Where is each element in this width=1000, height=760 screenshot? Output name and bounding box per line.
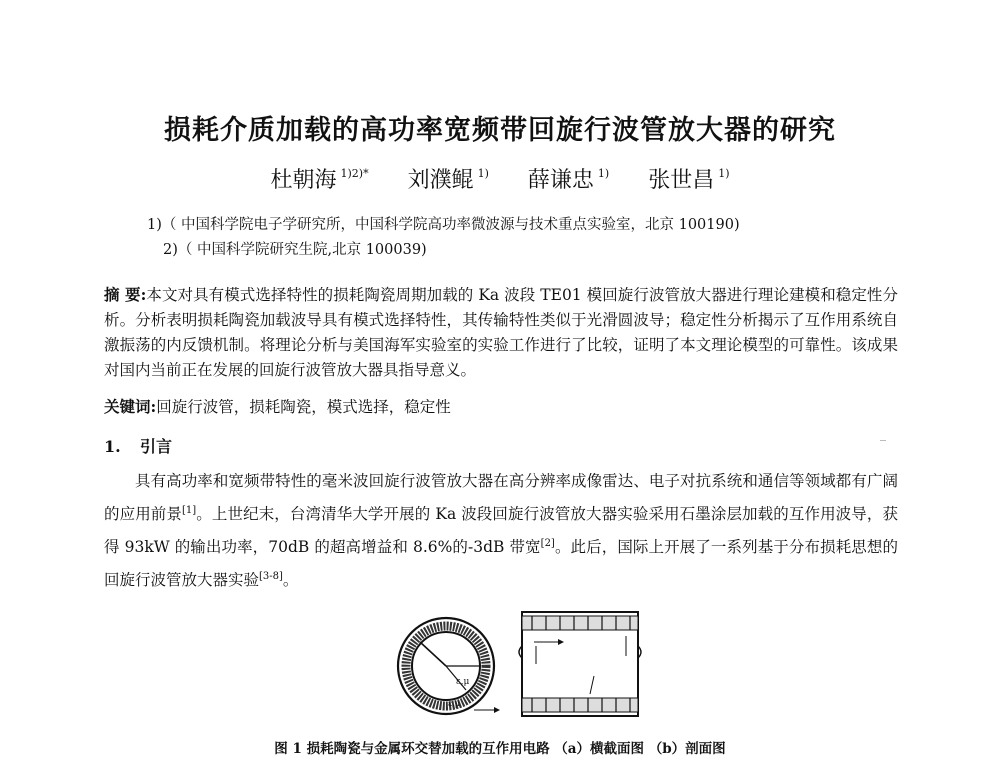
section-number: 1. bbox=[104, 437, 121, 456]
affiliation-1: 1)（ 中国科学院电子学研究所，中国科学院高功率微波源与技术重点实验室，北京 100190) bbox=[147, 217, 740, 233]
author: 薛谦忠 $^{1)}$ bbox=[527, 167, 610, 193]
author: 杜朝海 $^{1)2)*}$ bbox=[270, 167, 369, 193]
keywords bbox=[104, 394, 898, 420]
citation: [1] bbox=[182, 505, 197, 516]
citation: [3-8] bbox=[259, 571, 283, 583]
keywords-label: 关键词: bbox=[104, 397, 157, 416]
inner-material-label: ε,μ bbox=[456, 677, 470, 687]
affiliation-2: 2)（ 中国科学院研究生院,北京 100039) bbox=[163, 242, 427, 258]
author: 刘濮鲲 $^{1)}$ bbox=[407, 167, 489, 193]
section-title: 引言 bbox=[140, 437, 173, 456]
section-heading bbox=[104, 434, 172, 457]
figure-1 bbox=[394, 606, 644, 724]
abstract-label: 摘 要: bbox=[104, 285, 147, 304]
figure-caption: 图 1 损耗陶瓷与金属环交替加载的互作用电路 （a）横截面图 （b）剖面图 bbox=[274, 741, 726, 757]
abstract bbox=[104, 282, 898, 383]
cross-section-diagram bbox=[398, 618, 500, 714]
margin-mark bbox=[880, 440, 886, 441]
section-view-diagram bbox=[519, 612, 641, 716]
citation: [2] bbox=[540, 538, 555, 550]
outer-material-label: ε,μ bbox=[448, 699, 460, 708]
author-list bbox=[0, 163, 1000, 194]
author: 张世昌 $^{1)}$ bbox=[648, 167, 730, 193]
intro-paragraph: 具有高功率和宽频带特性的毫米波回旋行波管放大器在高分辨率成像雷达、电子对抗系统和通信等领域都有广阔的应用前景[1]。上世纪末，台湾清华大学开展的 Ka 波段回旋行波管放大器实验采用石墨涂层加载的互作用波导，获得 93kW 的输出功率，70dB 的超高增益和 8.6%的-3dB 带宽[2]。此后，国际上开展了一系列基于分布损耗思想的回旋行波管放大器实验[3-8]。 bbox=[104, 472, 898, 590]
keywords-text: 回旋行波管，损耗陶瓷，模式选择，稳定性 bbox=[156, 398, 451, 416]
paper-title: 损耗介质加载的高功率宽频带回旋行波管放大器的研究 bbox=[164, 115, 836, 146]
abstract-text: 本文对具有模式选择特性的损耗陶瓷周期加载的 Ka 波段 TE01 模回旋行波管放大器进行理论建模和稳定性分析。分析表明损耗陶瓷加载波导具有模式选择特性，其传输特性类似于光滑圆波导；稳定性分析揭示了互作用系统自激振荡的内反馈机制。将理论分析与美国海军实验室的实验工作进行了比较，证明了本文理论模型的可靠性。该成果对国内当前正在发展的回旋行波管放大器具指导意义。 bbox=[104, 286, 898, 379]
